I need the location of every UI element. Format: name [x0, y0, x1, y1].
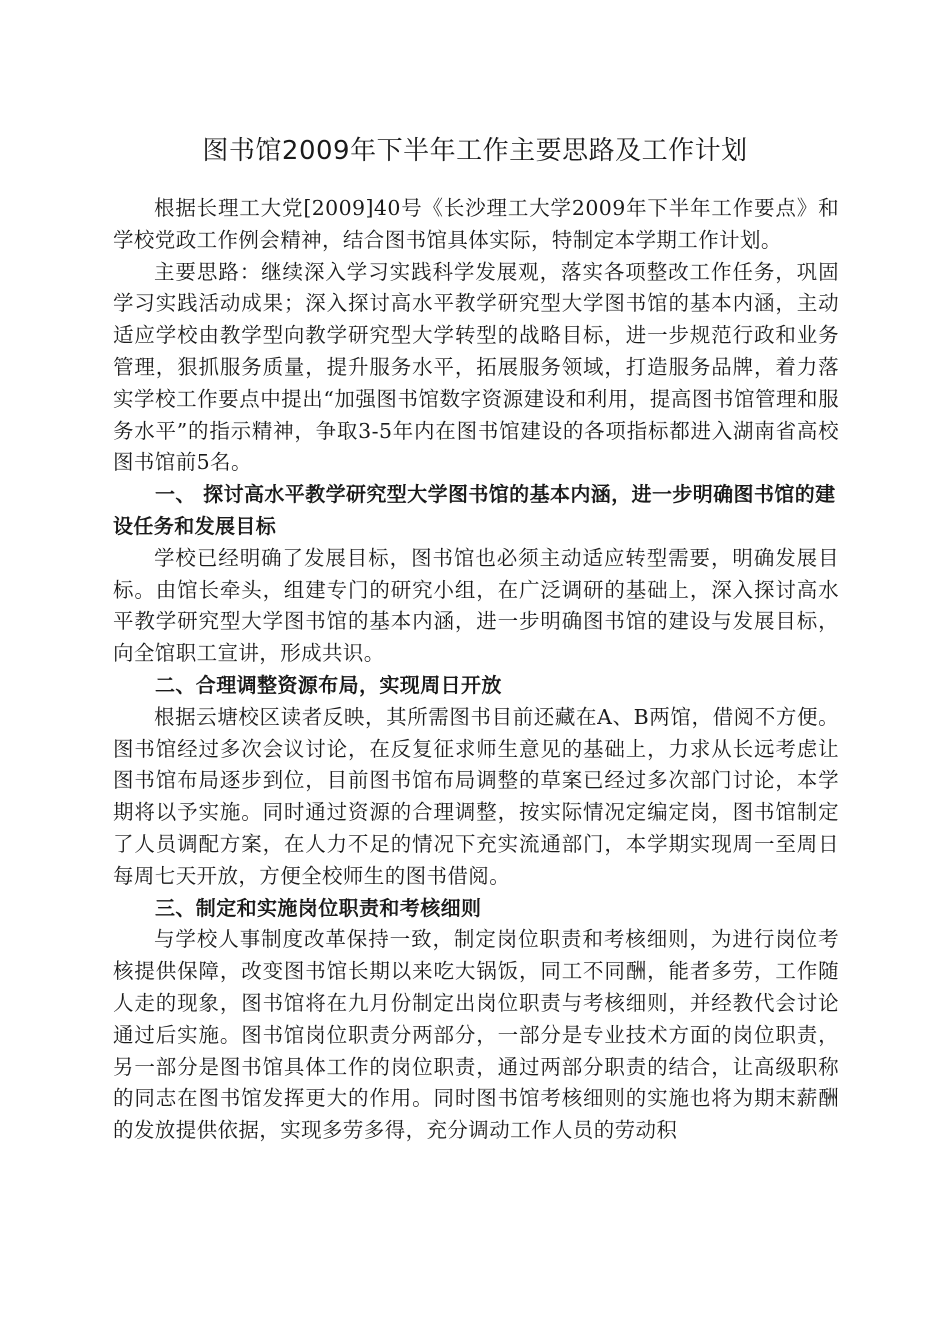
section-body-1: 学校已经明确了发展目标，图书馆也必须主动适应转型需要，明确发展目标。由馆长牵头，组建专门的研究小组，在广泛调研的基础上，深入探讨高水平教学研究型大学图书馆的基本内涵，进一步明确图书馆的建设与发展目标，向全馆职工宣讲，形成共识。	[113, 545, 839, 666]
main-thinking-paragraph: 主要思路：继续深入学习实践科学发展观，落实各项整改工作任务，巩固学习实践活动成果；深入探讨高水平教学研究型大学图书馆的基本内涵，主动适应学校由教学型向教学研究型大学转型的战略目标，进一步规范行政和业务管理，狠抓服务质量，提升服务水平，拓展服务领域，打造服务品牌，着力落实学校工作要点中提出“加强图书馆数字资源建设和利用，提高图书馆管理和服务水平”的指示精神，争取3-5年内在图书馆建设的各项指标都进入湖南省高校图书馆前5名。	[113, 259, 839, 475]
intro-paragraph: 根据长理工大党[2009]40号《长沙理工大学2009年下半年工作要点》和学校党政工作例会精神，结合图书馆具体实际，特制定本学期工作计划。	[113, 196, 839, 252]
section-heading-3: 三、制定和实施岗位职责和考核细则	[155, 895, 482, 920]
section-heading-1: 一、 探讨高水平教学研究型大学图书馆的基本内涵，进一步明确图书馆的建设任务和发展目标	[113, 482, 836, 538]
section-heading-2: 二、合理调整资源布局，实现周日开放	[155, 672, 502, 697]
section-body-3: 与学校人事制度改革保持一致，制定岗位职责和考核细则，为进行岗位考核提供保障，改变图书馆长期以来吃大锅饭，同工不同酬，能者多劳，工作随人走的现象，图书馆将在九月份制定出岗位职责与考核细则，并经教代会讨论通过后实施。图书馆岗位职责分两部分，一部分是专业技术方面的岗位职责，另一部分是图书馆具体工作的岗位职责，通过两部分职责的结合，让高级职称的同志在图书馆发挥更大的作用。同时图书馆考核细则的实施也将为期末薪酬的发放提供依据，实现多劳多得，充分调动工作人员的劳动积	[113, 927, 839, 1143]
document-title: 图书馆2009年下半年工作主要思路及工作计划	[202, 136, 748, 166]
document-body	[113, 193, 839, 1147]
section-body-2: 根据云塘校区读者反映，其所需图书目前还藏在A、B两馆，借阅不方便。图书馆经过多次会议讨论，在反复征求师生意见的基础上，力求从长远考虑让图书馆布局逐步到位，目前图书馆布局调整的草案已经过多次部门讨论，本学期将以予实施。同时通过资源的合理调整，按实际情况定编定岗，图书馆制定了人员调配方案，在人力不足的情况下充实流通部门，本学期实现周一至周日每周七天开放，方便全校师生的图书借阅。	[113, 704, 839, 888]
